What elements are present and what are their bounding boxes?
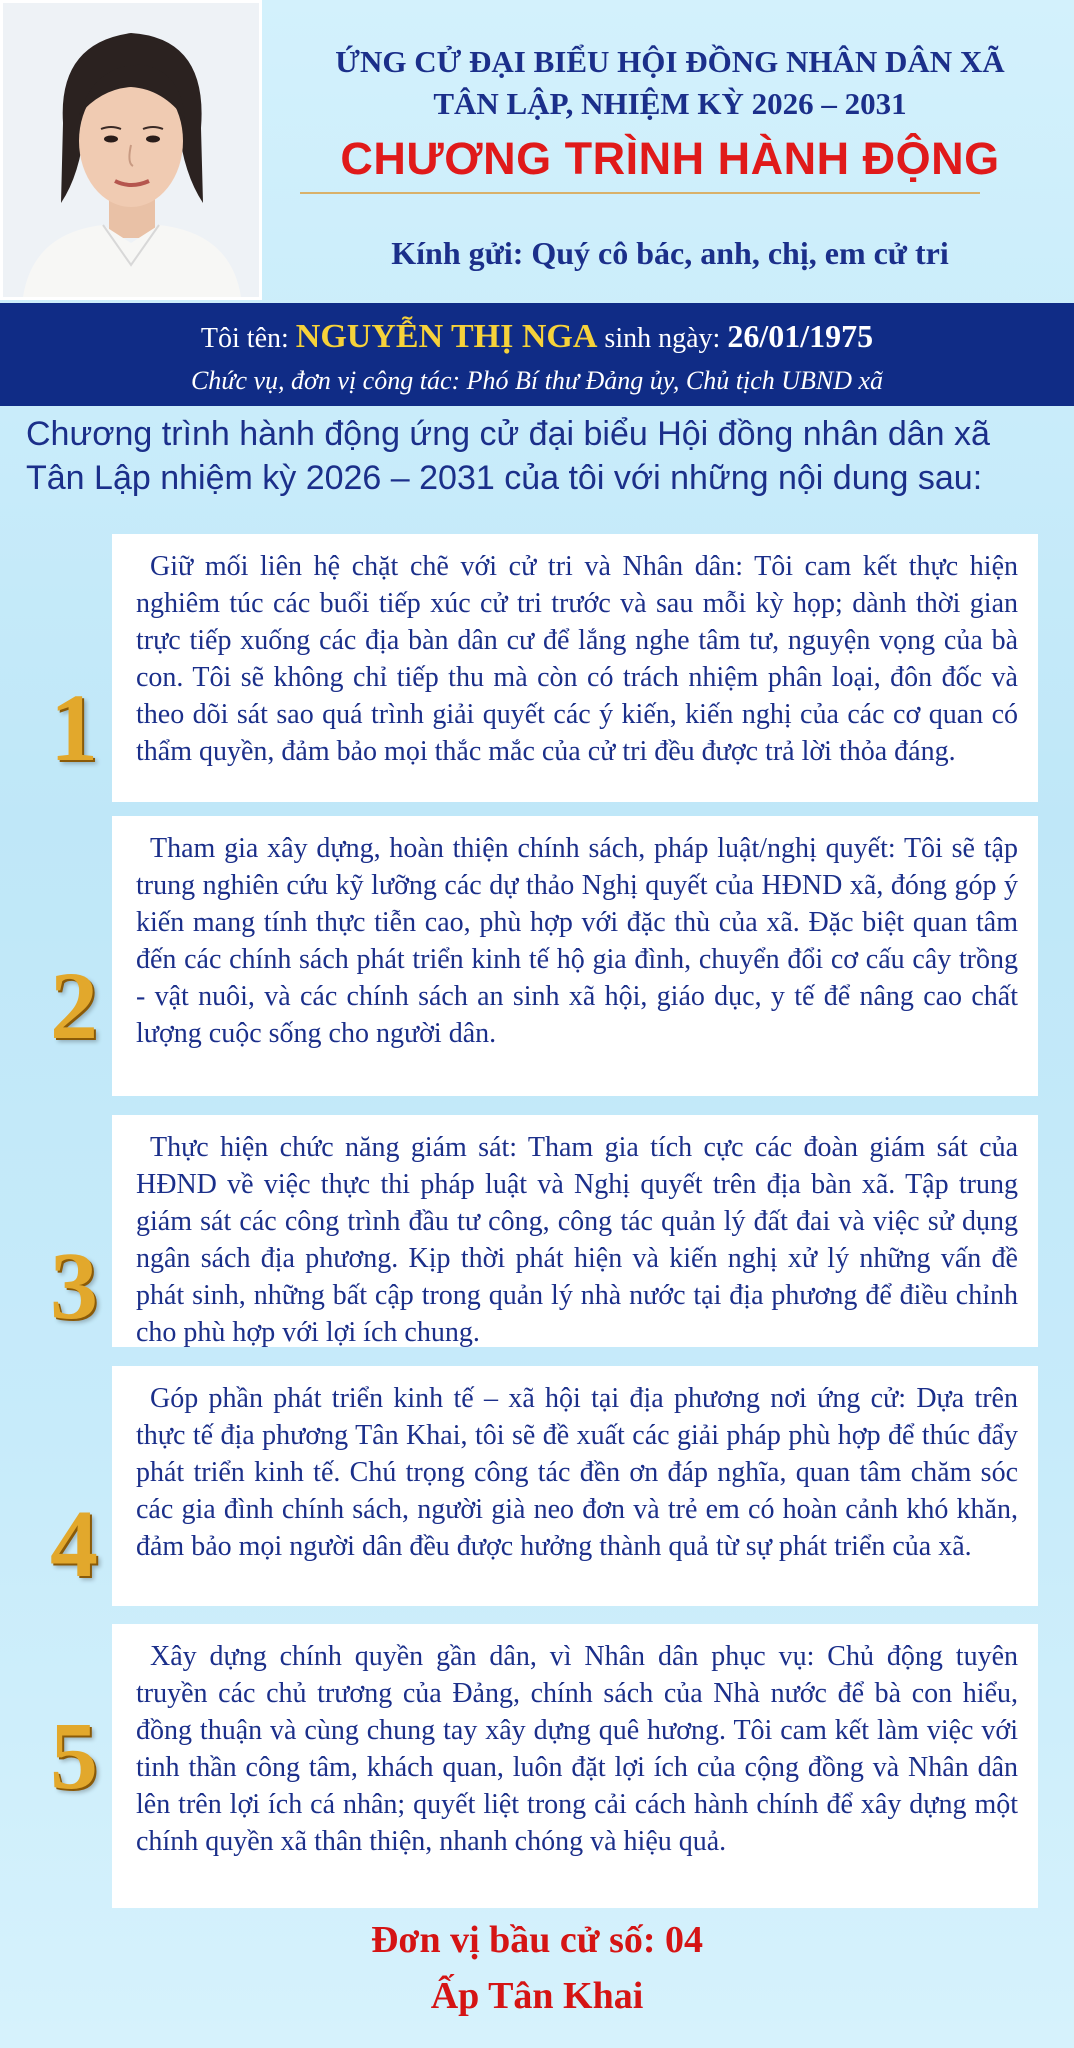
program-item-text: Góp phần phát triển kinh tế – xã hội tại địa phương nơi ứng cử: Dựa trên thực tế địa phương Tân Khai, tôi sẽ đề xuất các giải pháp phù hợp để thúc đẩy phát triển kinh tế. Chú trọng công tác đền ơn đáp nghĩa, quan tâm chăm sóc các gia đình chính sách, người già neo đơn và trẻ em có hoàn cảnh khó khăn, đảm bảo mọi người dân đều được hưởng thành quả từ sự phát triển của xã. <box>136 1383 1018 1562</box>
number-1-icon: 1 <box>50 674 98 781</box>
program-item-text: Giữ mối liên hệ chặt chẽ với cử tri và Nhân dân: Tôi cam kết thực hiện nghiêm túc các buổi tiếp xúc cử tri trước và sau mỗi kỳ họp; dành thời gian trực tiếp xuống các địa bàn dân cư để lắng nghe tâm tư, nguyện vọng của bà con. Tôi sẽ không chỉ tiếp thu mà còn có trách nhiệm phân loại, đôn đốc và theo dõi sát sao quá trình giải quyết các ý kiến, kiến nghị của các cơ quan có thẩm quyền, đảm bảo mọi thắc mắc của cử tri đều được trả lời thỏa đáng. <box>136 551 1018 767</box>
program-item-text: Xây dựng chính quyền gần dân, vì Nhân dân phục vụ: Chủ động tuyên truyền các chủ trương của Đảng, chính sách của Nhà nước để bà con hiểu, đồng thuận và cùng chung tay xây dựng quê hương. Tôi cam kết làm việc với tinh thần công tâm, khách quan, luôn đặt lợi ích của cộng đồng và Nhân dân lên trên lợi ích cá nhân; quyết liệt trong cải cách hành chính để xây dựng một chính quyền xã thân thiện, nhanh chóng và hiệu quả. <box>136 1641 1018 1857</box>
name-prefix: Tôi tên: <box>200 323 296 354</box>
program-item-text: Thực hiện chức năng giám sát: Tham gia tích cực các đoàn giám sát của HĐND về việc thực thi pháp luật và Nghị quyết trên địa bàn xã. Tập trung giám sát các công trình đầu tư công, công tác quản lý đất đai và việc sử dụng ngân sách địa phương. Kịp thời phát hiện và kiến nghị xử lý những vấn đề phát sinh, những bất cập trong quản lý nhà nước tại địa phương để điều chỉnh cho phù hợp với lợi ích chung. <box>136 1132 1018 1348</box>
dob-label: sinh ngày: <box>597 323 728 354</box>
program-item-text: Tham gia xây dựng, hoàn thiện chính sách, pháp luật/nghị quyết: Tôi sẽ tập trung nghiên cứu kỹ lưỡng các dự thảo Nghị quyết của HĐND xã, đóng góp ý kiến mang tính thực tiễn cao, phù hợp với đặc thù của xã. Đặc biệt quan tâm đến các chính sách phát triển kinh tế hộ gia đình, chuyển đổi cơ cấu cây trồng - vật nuôi, và các chính sách an sinh xã hội, giáo dục, y tế để nâng cao chất lượng cuộc sống cho người dân. <box>136 833 1018 1049</box>
program-item-3 <box>112 1115 1038 1347</box>
header-line-1: ỨNG CỬ ĐẠI BIỂU HỘI ĐỒNG NHÂN DÂN XÃ <box>335 44 1005 79</box>
number-5-icon: 5 <box>50 1702 98 1809</box>
greeting: Kính gửi: Quý cô bác, anh, chị, em cử tri <box>391 235 949 271</box>
intro-text: Chương trình hành động ứng cử đại biểu Hội đồng nhân dân xã Tân Lập nhiệm kỳ 2026 – 2031 của tôi với những nội dung sau: <box>26 415 990 497</box>
candidate-info <box>0 318 1074 356</box>
electoral-place: Ấp Tân Khai <box>430 1975 644 2017</box>
header-line-2: TÂN LẬP, NHIỆM KỲ 2026 – 2031 <box>433 86 907 121</box>
number-4-icon: 4 <box>50 1490 98 1597</box>
program-item-1 <box>112 534 1038 802</box>
number-2-icon: 2 <box>50 952 98 1059</box>
program-item-5 <box>112 1624 1038 1908</box>
candidate-position: Chức vụ, đơn vị công tác: Phó Bí thư Đảng ủy, Chủ tịch UBND xã <box>190 366 884 395</box>
candidate-photo <box>0 0 262 300</box>
page-title: CHƯƠNG TRÌNH HÀNH ĐỘNG <box>340 133 1000 184</box>
program-item-4 <box>112 1366 1038 1606</box>
candidate-name: NGUYỄN THỊ NGA <box>295 318 598 355</box>
number-3-icon: 3 <box>50 1232 98 1339</box>
candidate-dob: 26/01/1975 <box>727 318 874 354</box>
title-divider <box>300 192 980 194</box>
program-item-2 <box>112 816 1038 1096</box>
electoral-unit: Đơn vị bầu cử số: 04 <box>370 1919 704 1961</box>
